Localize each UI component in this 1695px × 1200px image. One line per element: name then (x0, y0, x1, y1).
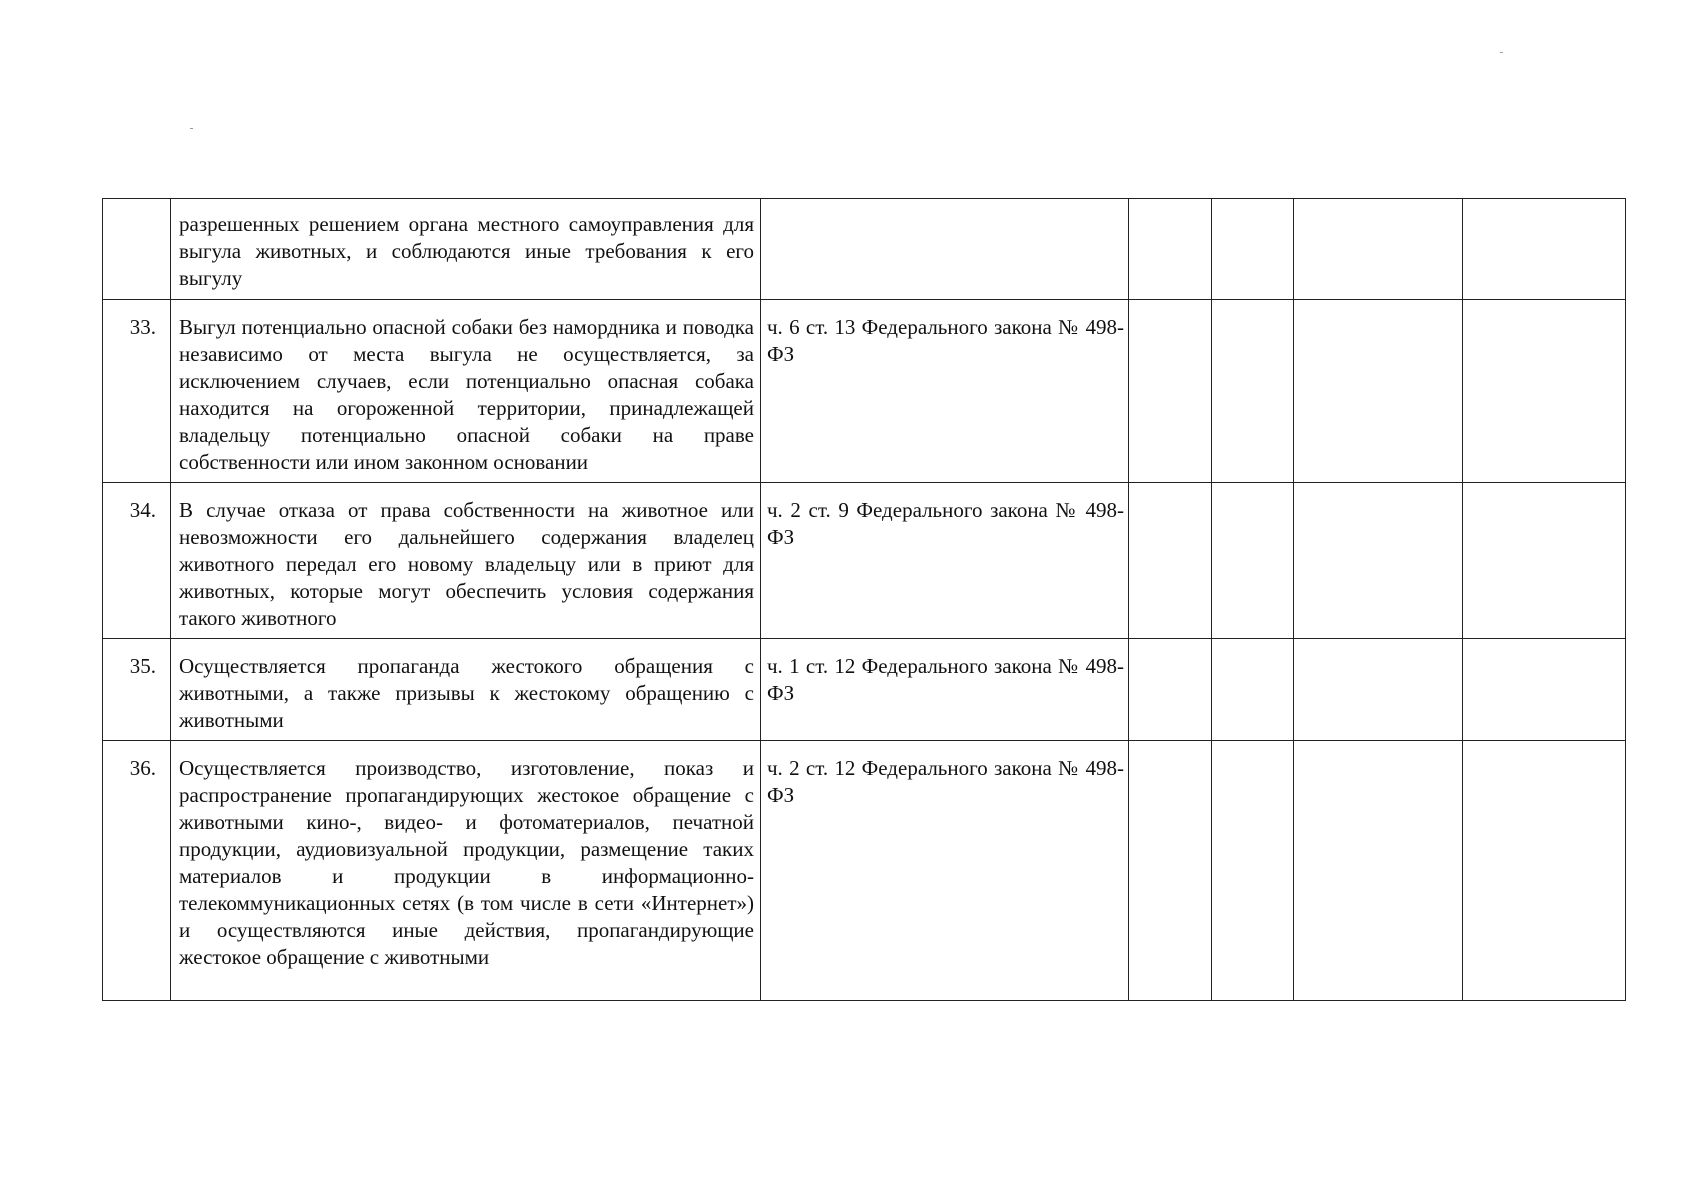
requirement-text: Осуществляется производство, изготовление, показ и распространение пропагандирующих жестокое обращение с животными кино-, видео- и фотоматериалов, печатной продукции, аудиовизуальной продукции, размещение таких материалов и продукции в информационно-телекоммуникационных сетях (в том числе в сети «Интернет») и осуществляются иные действия, пропагандирующие жестокое обращение с животными (179, 756, 754, 969)
answer-na-cell (1294, 639, 1463, 741)
answer-na-cell (1294, 483, 1463, 639)
row-number: 33. (129, 315, 156, 339)
table-row (103, 741, 1626, 1001)
note-cell (1463, 741, 1626, 1001)
table-row (103, 300, 1626, 483)
row-number: 34. (129, 498, 156, 522)
legal-reference-cell (761, 639, 1129, 741)
legal-reference-cell (761, 300, 1129, 483)
legal-reference-text (761, 199, 1128, 213)
answer-yes-cell (1129, 199, 1212, 300)
answer-na-cell (1294, 199, 1463, 300)
requirement-text: разрешенных решением органа местного самоуправления для выгула животных, и соблюдаются иные требования к его выгулу (179, 212, 754, 290)
legal-reference-cell (761, 199, 1129, 300)
requirement-text: В случае отказа от права собственности на животное или невозможности его дальнейшего содержания владелец животного передал его новому владельцу или в приют для животных, которые могут обеспечить условия содержания такого животного (179, 498, 754, 630)
answer-yes-cell (1129, 741, 1212, 1001)
requirement-cell (171, 300, 761, 483)
note-cell (1463, 483, 1626, 639)
answer-no-cell (1212, 199, 1294, 300)
legal-reference-cell (761, 483, 1129, 639)
legal-reference-text: ч. 1 ст. 12 Федерального закона № 498-ФЗ (767, 654, 1124, 705)
row-number-cell (103, 741, 171, 1001)
row-number: 36. (129, 756, 156, 780)
scan-speck (1500, 52, 1503, 53)
legal-reference-text: ч. 6 ст. 13 Федерального закона № 498-ФЗ (767, 315, 1124, 366)
table-row (103, 483, 1626, 639)
requirement-cell (171, 483, 761, 639)
answer-na-cell (1294, 300, 1463, 483)
answer-no-cell (1212, 300, 1294, 483)
answer-yes-cell (1129, 639, 1212, 741)
requirement-text: Выгул потенциально опасной собаки без намордника и поводка независимо от места выгула не осуществляется, за исключением случаев, если потенциально опасная собака находится на огороженной территории, принадлежащей владельцу потенциально опасной собаки на праве собственности или ином законном основании (179, 315, 754, 474)
table-row (103, 639, 1626, 741)
legal-reference-cell (761, 741, 1129, 1001)
row-number-cell (103, 199, 171, 300)
checklist-table-container (102, 198, 1625, 1001)
row-number-cell (103, 639, 171, 741)
note-cell (1463, 199, 1626, 300)
row-number-cell (103, 483, 171, 639)
requirement-cell (171, 199, 761, 300)
note-cell (1463, 300, 1626, 483)
table-row (103, 199, 1626, 300)
row-number: 35. (129, 654, 156, 678)
answer-yes-cell (1129, 483, 1212, 639)
note-cell (1463, 639, 1626, 741)
legal-reference-text: ч. 2 ст. 12 Федерального закона № 498-ФЗ (767, 756, 1124, 807)
answer-no-cell (1212, 483, 1294, 639)
answer-no-cell (1212, 639, 1294, 741)
answer-yes-cell (1129, 300, 1212, 483)
requirement-cell (171, 639, 761, 741)
requirement-cell (171, 741, 761, 1001)
row-number-cell (103, 300, 171, 483)
answer-na-cell (1294, 741, 1463, 1001)
answer-no-cell (1212, 741, 1294, 1001)
checklist-table (102, 198, 1626, 1001)
requirement-text: Осуществляется пропаганда жестокого обращения с животными, а также призывы к жестокому обращению с животными (179, 654, 754, 732)
legal-reference-text: ч. 2 ст. 9 Федерального закона № 498-ФЗ (767, 498, 1124, 549)
scan-speck (190, 128, 193, 129)
